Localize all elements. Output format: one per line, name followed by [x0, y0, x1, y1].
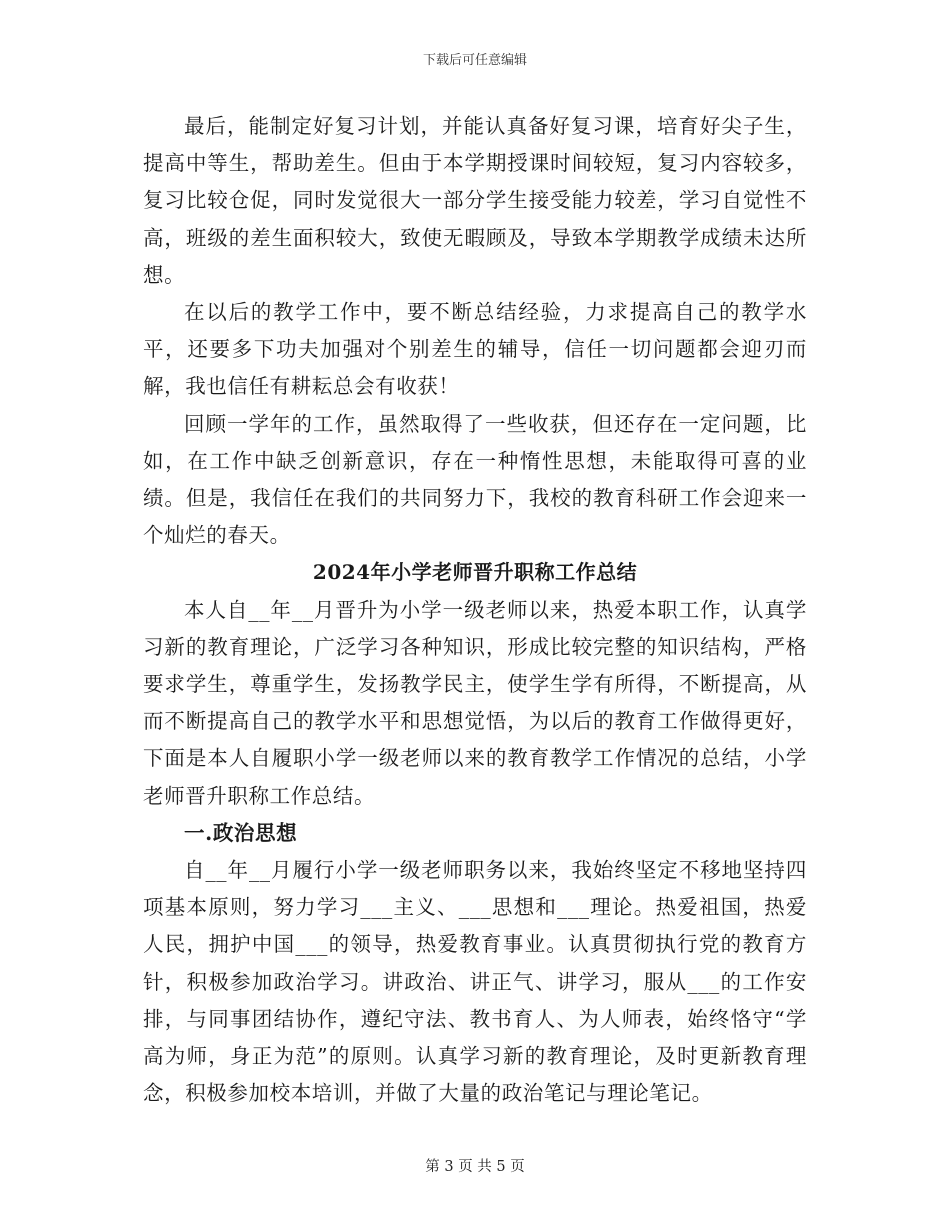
page-number: 第 3 页 共 5 页: [425, 1159, 525, 1175]
paragraph-review-plan: 最后，能制定好复习计划，并能认真备好复习课，培育好尖子生，提高中等生，帮助差生。但由于本学期授课时间较短，复习内容较多，复习比较仓促，同时发觉很大一部分学生接受能力较差，学习自觉性不高，班级的差生面积较大，致使无暇顾及，导致本学期教学成绩未达所想。: [143, 114, 807, 287]
section-heading-politics: 一.政治思想: [184, 820, 298, 845]
paragraph-year-review: 回顾一学年的工作，虽然取得了一些收获，但还存在一定问题，比如，在工作中缺乏创新意识，存在一种惰性思想，未能取得可喜的业绩。但是，我信任在我们的共同努力下，我校的教育科研工作会迎来一个灿烂的春天。: [143, 411, 807, 548]
paragraph-future-work: 在以后的教学工作中，要不断总结经验，力求提高自己的教学水平，还要多下功夫加强对个别差生的辅导，信任一切问题都会迎刃而解，我也信任有耕耘总会有收获！: [143, 300, 807, 399]
page-header: 下载后可任意编辑: [422, 53, 527, 68]
document-title: 2024年小学老师晋升职称工作总结: [312, 560, 638, 585]
paragraph-politics: 自__年__月履行小学一级老师职务以来，我始终坚定不移地坚持四项基本原则，努力学习___主义、___思想和___理论。热爱祖国，热爱人民，拥护中国___的领导，热爱教育事业。认真贯彻执行党的教育方针，积极参加政治学习。讲政治、讲正气、讲学习，服从___的工作安排，与同事团结协作，遵纪守法、教书育人、为人师表，始终恪守“学高为师，身正为范”的原则。认真学习新的教育理论，及时更新教育理念，积极参加校本培训，并做了大量的政治笔记与理论笔记。: [143, 858, 807, 1106]
paragraph-intro: 本人自__年__月晋升为小学一级老师以来，热爱本职工作，认真学习新的教育理论，广泛学习各种知识，形成比较完整的知识结构，严格要求学生，尊重学生，发扬教学民主，使学生学有所得，不断提高，从而不断提高自己的教学水平和思想觉悟，为以后的教育工作做得更好，下面是本人自履职小学一级老师以来的教育教学工作情况的总结，小学老师晋升职称工作总结。: [143, 597, 807, 808]
document-body: [143, 108, 807, 1112]
